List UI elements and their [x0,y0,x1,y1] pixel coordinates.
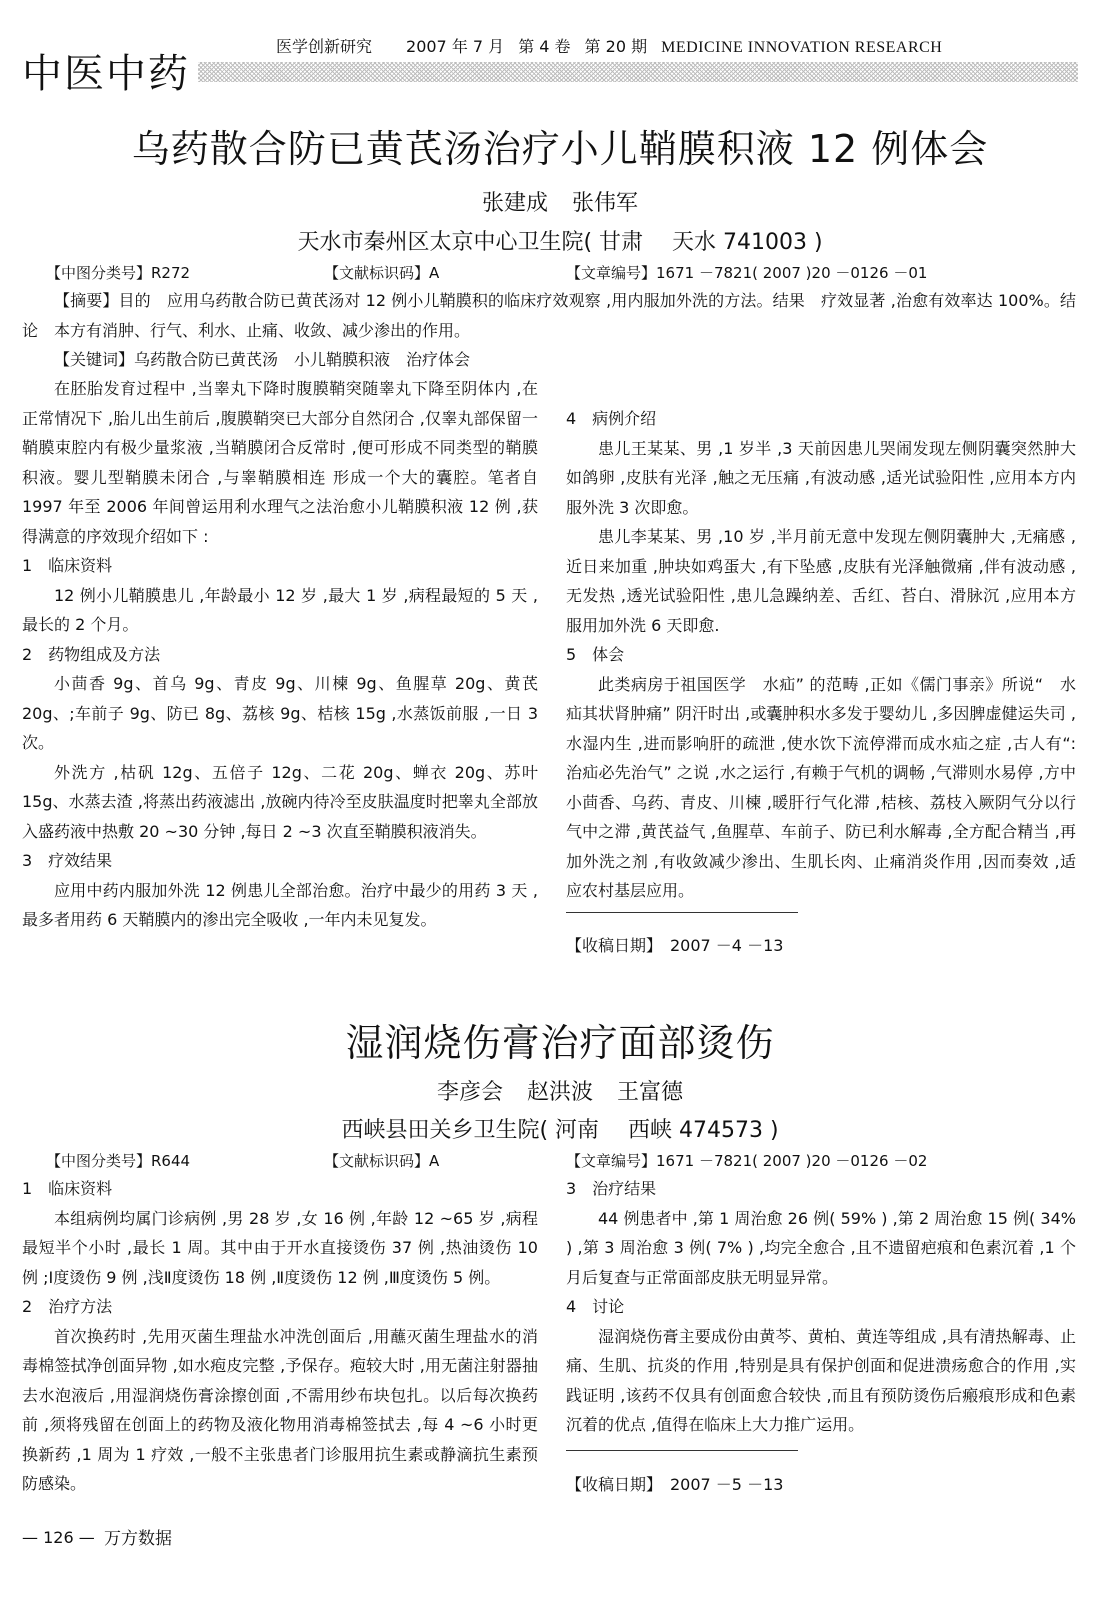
article1-section1-text: 12 例小儿鞘膜患儿 ,年龄最小 12 岁 ,最大 1 岁 ,病程最短的 5 天 ,最长的 2 个月。 [22,585,538,634]
article2-title: 湿润烧伤膏治疗面部烫伤 [345,1021,775,1065]
article2-authors [0,1075,1120,1106]
article1-received-rule [566,912,798,913]
article1-section2-heading: 2 药物组成及方法 [22,644,161,664]
journal-volume: 第 4 卷 [518,37,571,56]
article2-section3-heading: 3 治疗结果 [566,1179,657,1198]
article1-section2-text1: 小茴香 9g、首乌 9g、青皮 9g、川楝 9g、鱼腥草 20g、黄芪 20g、;车前子 9g、防已 8g、荔核 9g、桔核 15g ,水蒸饭前服 ,一日 3 次。 [22,674,538,752]
article2-section1-text: 本组病例均属门诊病例 ,男 28 岁 ,女 16 例 ,年龄 12 ~65 岁 ,病程最短半个小时 ,最长 1 周。其中由于开水直接烫伤 37 例 ,热油烫伤 10 例 ;Ⅰ度烫伤 9 例 ,浅Ⅱ度烫伤 18 例 ,Ⅱ度烫伤 12 例 ,Ⅲ度烫伤 5 例。 [22,1208,538,1287]
article1-article-no: 【文章编号】1671 －7821( 2007 )20 －0126 －01 [566,264,928,282]
header-hatch-band [198,62,1078,82]
article1-authors [0,186,1120,217]
journal-header [276,34,942,57]
journal-name: 医学创新研究 [276,37,373,56]
article2-author: 王富德 [617,1080,684,1105]
article2-article-no: 【文章编号】1671 －7821( 2007 )20 －0126 －02 [566,1152,928,1170]
article1-affiliation: 天水市秦州区太京中心卫生院( 甘肃 天水 741003 ) [297,230,823,255]
section-label: 中医中药 [22,51,190,97]
article1-section4-heading: 4 病例介绍 [566,409,657,428]
article1-section3-heading: 3 疗效结果 [22,851,113,870]
page-number: — 126 — [22,1528,95,1547]
article2-left-column [22,1174,538,1499]
journal-date: 2007 年 7 月 [406,37,505,56]
article1-section2-text2: 外洗方 ,枯矾 12g、五倍子 12g、二花 20g、蝉衣 20g、苏叶 15g、水蒸去渣 ,将蒸出药液滤出 ,放碗内待冷至皮肤温度时把睾丸全部放入盛药液中热敷 20 ~30 分钟 ,每日 2 ~3 次直至鞘膜积液消失。 [22,762,538,841]
article1-section3-text: 应用中药内服加外洗 12 例患儿全部治愈。治疗中最少的用药 3 天 ,最多者用药 6 天鞘膜内的渗出完全吸收 ,一年内未见复发。 [22,880,538,929]
article2-right-column [566,1174,1076,1440]
article1-section4-text1: 患儿王某某、男 ,1 岁半 ,3 天前因患儿哭闹发现左侧阴囊突然肿大如鸽卵 ,皮肤有光泽 ,触之无压痛 ,有波动感 ,适光试验阳性 ,应用本方内服外洗 3 次即愈。 [566,438,1076,517]
article2-received-date: 【收稿日期】 2007 －5 －13 [566,1475,784,1494]
article1-author: 张伟军 [572,191,639,216]
article1-left-column [22,374,538,935]
article2-received-rule [566,1450,798,1451]
article1-section1-heading: 1 临床资料 [22,556,113,575]
article2-affiliation: 西峡县田关乡卫生院( 河南 西峡 474573 ) [341,1118,779,1143]
article2-section2-heading: 2 治疗方法 [22,1297,113,1316]
article1-section4-text2: 患儿李某某、男 ,10 岁 ,半月前无意中发现左侧阴囊肿大 ,无痛感 ,近日来加重 ,肿块如鸡蛋大 ,有下坠感 ,皮肤有光泽触微痛 ,伴有波动感 ,无发热 ,透光试验阳性 ,患儿急躁纳差、舌红、苔白、滑脉沉 ,应用本方服用加外洗 6 天即愈. [566,527,1076,635]
article2-section3-text: 44 例患者中 ,第 1 周治愈 26 例( 59% ) ,第 2 周治愈 15 例( 34% ) ,第 3 周治愈 3 例( 7% ) ,均完全愈合 ,且不遗留疤痕和色素沉着 ,1 个月后复查与正常面部皮肤无明显异常。 [566,1208,1076,1287]
watermark: 万方数据 [104,1529,172,1549]
article1-doc-code: 【文献标识码】A [324,264,440,282]
article2-author: 赵洪波 [526,1080,593,1105]
article1-right-column [566,404,1076,906]
article2-doc-code: 【文献标识码】A [324,1152,440,1170]
article1-intro: 在胚胎发育过程中 ,当睾丸下降时腹膜鞘突随睾丸下降至阴体内 ,在正常情况下 ,胎儿出生前后 ,腹膜鞘突已大部分自然闭合 ,仅睾丸部保留一鞘膜束腔内有极少量浆液 ,当鞘膜闭合反常时 ,便可形成不同类型的鞘膜积液。婴儿型鞘膜未闭合 ,与睾鞘膜相连 形成一个大的囊腔。笔者自 1997 年至 2006 年间曾运用利水理气之法治愈小儿鞘膜积液 12 例 ,获得满意的序效现介绍如下 : [22,379,538,546]
article1-clc: 【中图分类号】R272 [46,264,191,282]
article2-section2-text: 首次换药时 ,先用灭菌生理盐水冲洗创面后 ,用蘸灭菌生理盐水的消毒棉签拭净创面异物 ,如水疱皮完整 ,予保存。疱较大时 ,用无菌注射器抽去水泡液后 ,用湿润烧伤膏涂擦创面 ,不需用纱布块包扎。以后每次换药前 ,须将残留在创面上的药物及液化物用消毒棉签拭去 ,每 4 ~6 小时更换新药 ,1 周为 1 疗效 ,一般不主张患者门诊服用抗生素或静滴抗生素预防感染。 [22,1326,538,1493]
article1-title: 乌药散合防已黄芪汤治疗小儿鞘膜积液 12 例体会 [131,127,989,171]
journal-english-name: MEDICINE INNOVATION RESEARCH [661,39,943,56]
article1-abstract: 【摘要】目的 应用乌药散合防已黄芪汤对 12 例小儿鞘膜积的临床疗效观察 ,用内服加外洗的方法。结果 疗效显著 ,治愈有效率达 100%。结论 本方有消肿、行气、利水、止痛、收敛、减少渗出的作用。 [22,291,1076,340]
article2-author: 李彦会 [436,1080,503,1105]
article1-section5-text: 此类病房于祖国医学 水疝” 的范畴 ,正如《儒门事亲》所说“ 水疝其状肾肿痛” 阴汗时出 ,或囊肿积水多发于婴幼儿 ,多因脾虚健运失司 ,水湿内生 ,进而影响肝的疏泄 ,使水饮下流停滞而成水疝之症 ,古人有“: 治疝必先治气” 之说 ,水之运行 ,有赖于气机的调畅 ,气滞则水易停 ,方中小茴香、乌药、青皮、川楝 ,暖肝行气化滞 ,桔核、荔枝入厥阴气分以行气中之滞 ,黄芪益气 ,鱼腥草、车前子、防已利水解毒 ,全方配合精当 ,再加外洗之剂 ,有收敛减少渗出、生肌长肉、止痛消炎作用 ,因而奏效 ,适应农村基层应用。 [566,674,1076,900]
article1-author: 张建成 [481,191,548,216]
article2-clc: 【中图分类号】R644 [46,1152,191,1170]
journal-issue: 第 20 期 [584,37,648,56]
article2-section1-heading: 1 临床资料 [22,1179,113,1198]
article2-section4-heading: 4 讨论 [566,1297,625,1316]
article2-section4-text: 湿润烧伤膏主要成份由黄芩、黄柏、黄连等组成 ,具有清热解毒、止痛、生肌、抗炎的作用 ,特别是具有保护创面和促进溃疡愈合的作用 ,实践证明 ,该药不仅具有创面愈合较快 ,而且有预防烫伤后瘢痕形成和色素沉着的优点 ,值得在临床上大力推广运用。 [566,1326,1076,1434]
article1-section5-heading: 5 体会 [566,645,625,664]
article1-keywords: 【关键词】乌药散合防已黄芪汤 小儿鞘膜积液 治疗体会 [54,350,471,369]
article1-received-date: 【收稿日期】 2007 －4 －13 [566,936,784,955]
